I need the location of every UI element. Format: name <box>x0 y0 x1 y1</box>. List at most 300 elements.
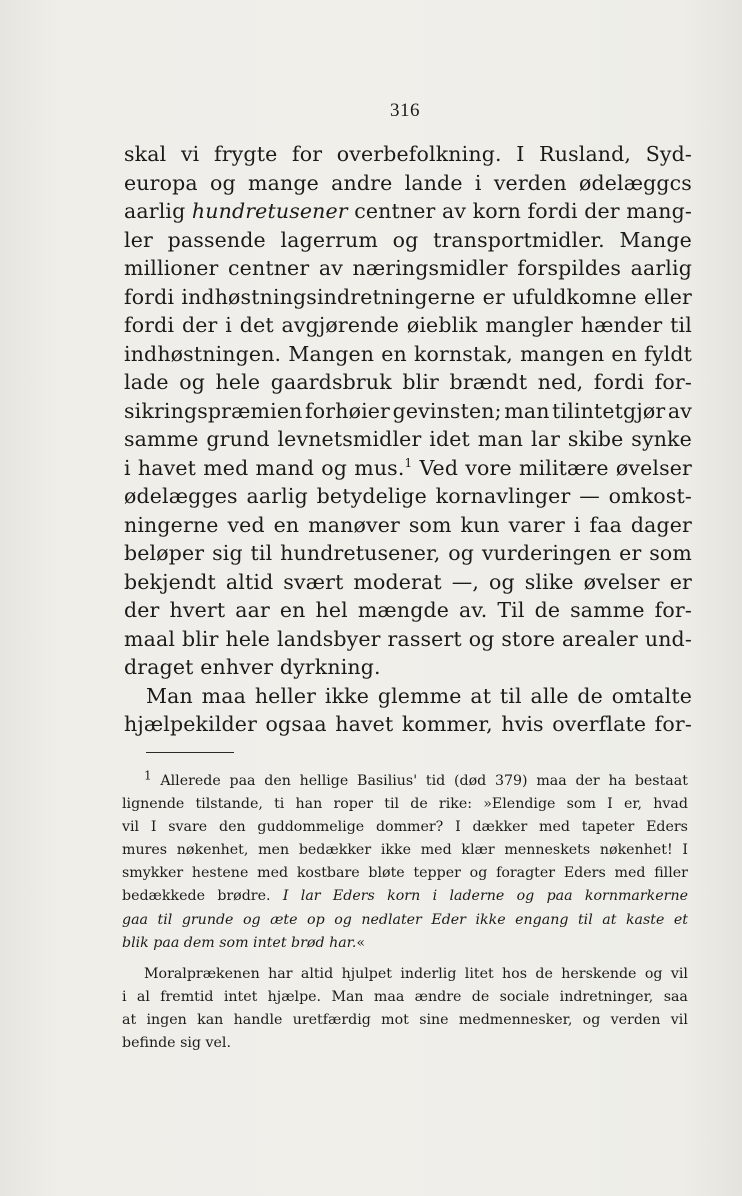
footnote-line <box>122 963 688 986</box>
word: ødelægges <box>124 484 238 508</box>
word: hvis <box>501 712 544 736</box>
word: og <box>469 865 488 882</box>
word: verden <box>493 170 567 195</box>
word: nøkenhet, <box>176 842 249 859</box>
word: hele <box>225 626 271 651</box>
word: ler <box>124 227 153 252</box>
word: til <box>384 796 400 813</box>
word: i <box>122 988 127 1005</box>
word: indhøstningen. <box>124 341 282 366</box>
footnote-line <box>122 816 688 839</box>
word: bedækkede <box>122 888 205 905</box>
word: menneskets <box>504 842 591 859</box>
word: altid <box>300 965 334 982</box>
text-line <box>124 653 692 682</box>
word: man <box>477 427 524 451</box>
word: og <box>392 227 419 252</box>
word: vore <box>465 455 512 480</box>
word: ningerne <box>124 512 219 537</box>
word: en <box>381 341 407 366</box>
word: faa <box>589 512 622 537</box>
word: aar <box>235 598 270 622</box>
word: Eders <box>332 888 375 905</box>
word: er <box>619 541 642 565</box>
footnote-line <box>122 1032 688 1055</box>
word: brændt <box>449 370 528 394</box>
word: I <box>455 819 461 836</box>
word: I <box>150 819 157 836</box>
word: er, <box>623 796 643 813</box>
text-line <box>124 368 692 397</box>
footnote-line <box>122 986 688 1009</box>
word: lagerrum <box>280 227 378 252</box>
word: aarlig <box>630 256 692 280</box>
word: som <box>649 541 692 565</box>
word: og <box>516 888 535 905</box>
word: med <box>420 842 452 859</box>
text-line <box>124 140 692 169</box>
word: hvad <box>653 796 688 813</box>
word: Mange <box>619 227 692 252</box>
word: saa <box>663 988 688 1005</box>
text-line <box>124 596 692 625</box>
word: til <box>670 313 692 337</box>
word: hjulpet <box>341 965 392 982</box>
word: omtalte <box>611 683 692 708</box>
word: den <box>218 819 246 836</box>
word: mængde <box>357 598 450 622</box>
word: bestaat <box>634 773 688 789</box>
word: litet <box>464 965 494 982</box>
word: (død <box>453 773 487 789</box>
word: guddommelige <box>257 819 365 836</box>
word: ved <box>227 512 265 537</box>
word: man <box>504 398 550 423</box>
word: sikringspræmien <box>124 398 303 423</box>
word: i <box>225 313 232 337</box>
word: blik <box>122 934 149 951</box>
word: Ved <box>419 455 459 480</box>
word: en <box>273 512 300 537</box>
word: ikke <box>475 911 506 928</box>
word: Eders <box>646 819 688 836</box>
word: og <box>242 911 261 928</box>
word: fyldt <box>644 341 692 366</box>
word: hvert <box>169 598 226 622</box>
word: gaardsbruk <box>270 370 392 394</box>
word: ti <box>274 796 285 813</box>
word: engang <box>515 911 569 928</box>
word: hel <box>315 598 348 622</box>
text-line <box>124 397 692 426</box>
word: mange <box>248 170 319 195</box>
word: Eders <box>563 865 606 882</box>
word: en <box>611 341 638 366</box>
word: i <box>474 170 482 195</box>
word: de <box>534 598 561 622</box>
word: hestene <box>191 865 249 882</box>
word: kornstak, <box>413 341 513 366</box>
word: I <box>682 842 688 859</box>
word: ingen <box>146 1011 187 1028</box>
word: bløte <box>368 865 405 882</box>
word: paa <box>229 773 256 789</box>
word: lande <box>404 170 463 195</box>
word: svært <box>283 569 344 594</box>
text-line <box>124 283 692 312</box>
word: handle <box>233 1011 283 1028</box>
word: ændre <box>414 988 462 1005</box>
word: al <box>136 988 150 1005</box>
word: herskende <box>561 965 637 982</box>
word: gevinsten; <box>392 398 502 423</box>
word: draget <box>124 655 194 679</box>
word: —, <box>451 569 480 594</box>
footnote-line <box>122 932 688 955</box>
word: kommer, <box>401 712 493 736</box>
word: smykker <box>122 865 184 882</box>
word: avgjørende <box>281 313 400 337</box>
word: dem <box>183 934 215 951</box>
word: av <box>442 199 467 223</box>
word: kan <box>197 1011 224 1028</box>
word: at <box>470 683 492 708</box>
word: moderat <box>353 569 442 594</box>
text-line <box>124 539 692 568</box>
word: fordi <box>124 313 175 337</box>
word: som <box>408 512 452 537</box>
word: ha <box>608 773 627 789</box>
word: blir <box>181 626 219 651</box>
word: korn <box>387 888 421 905</box>
footnote-separator <box>146 752 234 753</box>
word: mangler <box>485 313 573 337</box>
word: paa <box>546 888 573 905</box>
page-number: 316 <box>390 100 420 121</box>
word: til <box>577 911 593 928</box>
word: de <box>410 796 428 813</box>
word: fordi <box>124 284 175 309</box>
word: sig <box>180 1035 201 1052</box>
word: Eder <box>431 911 466 928</box>
word: hænder <box>580 313 663 337</box>
word: er <box>669 569 692 594</box>
word: arealer <box>562 626 638 651</box>
word: hos <box>502 965 528 982</box>
word: transportmidler. <box>433 227 605 252</box>
word: som <box>219 934 249 951</box>
word: æte <box>270 911 298 928</box>
word: dyrkning. <box>279 655 381 679</box>
word: hundretusener, <box>280 541 441 565</box>
word: tid <box>425 773 446 789</box>
footnote-line <box>122 862 688 885</box>
word: at <box>122 1011 137 1028</box>
word: und- <box>644 626 692 651</box>
word: med <box>203 455 249 480</box>
word: I <box>607 796 613 813</box>
word: vel. <box>205 1035 231 1052</box>
word: Mangen <box>288 341 375 366</box>
word: har.« <box>329 934 366 951</box>
text-line <box>124 482 692 511</box>
word: beløper <box>124 541 205 565</box>
text-line <box>124 568 692 597</box>
word: andre <box>331 170 393 195</box>
word: Allerede <box>160 773 221 789</box>
footnote-line <box>122 793 688 816</box>
word: uretfærdig <box>292 1011 371 1028</box>
main-text <box>124 140 692 739</box>
word: Syd- <box>645 142 692 166</box>
word: der <box>124 598 160 622</box>
word: nedlater <box>361 911 422 928</box>
word: næringsmidler <box>352 256 508 280</box>
word: lar <box>300 888 321 905</box>
word: tepper <box>413 865 461 882</box>
word: at <box>602 911 617 928</box>
word: store <box>501 626 556 651</box>
word: er <box>482 284 505 309</box>
word: tilstande, <box>195 796 263 813</box>
word: op <box>307 911 325 928</box>
word: slike <box>524 569 574 594</box>
word: rike: <box>438 796 473 813</box>
word: tapeter <box>581 819 635 836</box>
word: grund <box>206 427 270 451</box>
word: av <box>318 256 343 280</box>
word: kornavlinger <box>435 484 571 508</box>
word: passende <box>167 227 266 252</box>
word: dommer? <box>375 819 444 836</box>
word: rassert <box>387 626 462 651</box>
word: og <box>209 170 236 195</box>
word: filler <box>654 865 688 882</box>
word: til <box>157 911 173 928</box>
word: ned, <box>537 370 584 394</box>
word: I <box>516 142 525 166</box>
word: Til <box>497 598 525 622</box>
word: Moralprækenen <box>144 965 260 982</box>
word: der <box>181 313 218 337</box>
word: mus.$^1$ <box>354 455 413 480</box>
word: hjælpekilder <box>124 712 258 736</box>
word: og <box>582 1011 601 1028</box>
word: som <box>566 796 596 813</box>
word: enhver <box>200 655 274 679</box>
word: brødre. <box>217 888 271 905</box>
word: lade <box>124 370 169 394</box>
text-line <box>124 254 692 283</box>
word: og <box>489 569 515 594</box>
word: i <box>573 512 581 537</box>
word: foragter <box>496 865 556 882</box>
word: ikke <box>380 842 411 859</box>
word: den <box>264 773 291 789</box>
word: synke <box>631 427 692 451</box>
word: levnetsmidler <box>277 427 422 451</box>
word: landsbyer <box>276 626 381 651</box>
word: samme <box>124 427 199 451</box>
word: svare <box>168 819 208 836</box>
word: alle <box>530 683 569 708</box>
word: intet <box>253 934 287 951</box>
word: — <box>579 484 600 508</box>
word: hundretusener <box>191 199 348 223</box>
word: og <box>179 370 205 394</box>
word: til <box>499 683 522 708</box>
word: befinde <box>122 1035 176 1052</box>
word: fordi <box>593 370 645 394</box>
word: mot <box>381 1011 409 1028</box>
word: kostbare <box>296 865 360 882</box>
text-line <box>124 682 692 711</box>
footnote-line <box>122 909 688 932</box>
word: ufuldkomne <box>512 284 637 309</box>
word: maa <box>536 773 567 789</box>
word: paa <box>153 934 180 951</box>
word: de <box>577 683 603 708</box>
word: brød <box>291 934 325 951</box>
word: verden <box>610 1011 661 1028</box>
word: varer <box>508 512 565 537</box>
word: med <box>539 819 570 836</box>
word: ogsaa <box>265 712 327 736</box>
word: av. <box>459 598 488 622</box>
word: medmennesker, <box>458 1011 573 1028</box>
text-line <box>124 625 692 654</box>
word: fordi <box>527 199 578 223</box>
word: vil <box>122 819 140 836</box>
word: mangen <box>520 341 605 366</box>
word: av <box>667 398 692 423</box>
word: gaa <box>122 911 148 928</box>
word: og <box>468 626 495 651</box>
word: i <box>124 455 131 480</box>
word: centner <box>228 256 310 280</box>
footnote-line <box>122 839 688 862</box>
word: forhøier <box>305 398 391 423</box>
word: hjælpe. <box>267 988 322 1005</box>
word: samme <box>570 598 645 622</box>
word: frygte <box>214 142 278 166</box>
word: med <box>257 865 289 882</box>
word: øvelser <box>583 569 660 594</box>
word: maal <box>124 626 176 651</box>
word: tilintetgjør <box>552 398 666 423</box>
word: har <box>268 965 293 982</box>
word: manøver <box>308 512 400 537</box>
word: ikke <box>324 683 370 708</box>
word: med <box>614 865 646 882</box>
word: 1 <box>144 768 152 783</box>
word: vil <box>670 1011 688 1028</box>
word: bekjendt <box>124 569 216 594</box>
word: maa <box>201 683 247 708</box>
text-line <box>124 311 692 340</box>
word: nøkenhet! <box>599 842 673 859</box>
word: betydelige <box>316 484 427 508</box>
word: de <box>535 965 553 982</box>
word: det <box>239 313 274 337</box>
word: for- <box>654 712 692 736</box>
word: kaste <box>625 911 665 928</box>
word: han <box>295 796 323 813</box>
footnote-line <box>122 770 688 793</box>
word: sig <box>212 541 243 565</box>
word: en <box>279 598 306 622</box>
word: »Elendige <box>483 796 556 813</box>
word: hele <box>215 370 261 394</box>
word: militære <box>518 455 609 480</box>
word: overbefolkning. <box>336 142 502 166</box>
word: intet <box>223 988 258 1005</box>
word: mand <box>255 455 315 480</box>
word: I <box>282 888 289 905</box>
text-line <box>124 425 692 454</box>
word: maa <box>373 988 405 1005</box>
word: vil <box>670 965 688 982</box>
word: kun <box>460 512 500 537</box>
word: i <box>432 888 438 905</box>
word: laderne <box>449 888 505 905</box>
word: hellige <box>299 773 349 789</box>
word: for- <box>654 370 692 394</box>
word: vi <box>180 142 200 166</box>
word: Man <box>146 683 193 708</box>
word: for- <box>654 598 692 622</box>
word: skal <box>124 142 167 166</box>
word: og <box>334 911 352 928</box>
word: øvelser <box>615 455 692 480</box>
word: Basilius' <box>357 773 418 789</box>
word: korn <box>472 199 522 223</box>
word: havet <box>335 712 394 736</box>
word: dækker <box>472 819 528 836</box>
word: forspildes <box>517 256 622 280</box>
text-line <box>124 511 692 540</box>
word: øieblik <box>406 313 478 337</box>
word: indretninger, <box>559 988 654 1005</box>
word: havet <box>137 455 197 480</box>
word: for <box>291 142 323 166</box>
word: lignende <box>122 796 185 813</box>
word: fremtid <box>160 988 214 1005</box>
text-line <box>124 226 692 255</box>
text-line <box>124 454 692 483</box>
word: indhøstningsindretningerne <box>181 284 476 309</box>
word: ødelæggcs <box>578 170 692 195</box>
word: og <box>321 455 348 480</box>
word: aarlig <box>124 199 186 223</box>
word: til <box>250 541 273 565</box>
word: omkost- <box>608 484 692 508</box>
paragraph-gap <box>122 955 688 963</box>
word: europa <box>124 170 198 195</box>
word: glemme <box>377 683 462 708</box>
word: lar <box>531 427 561 451</box>
word: millioner <box>124 256 219 280</box>
word: et <box>673 911 688 928</box>
text-line <box>124 710 692 739</box>
word: men <box>258 842 290 859</box>
word: mang- <box>626 199 692 223</box>
word: idet <box>429 427 470 451</box>
text-line <box>124 169 692 198</box>
footnote-line <box>122 1009 688 1032</box>
word: og <box>644 965 663 982</box>
word: bedækker <box>298 842 372 859</box>
